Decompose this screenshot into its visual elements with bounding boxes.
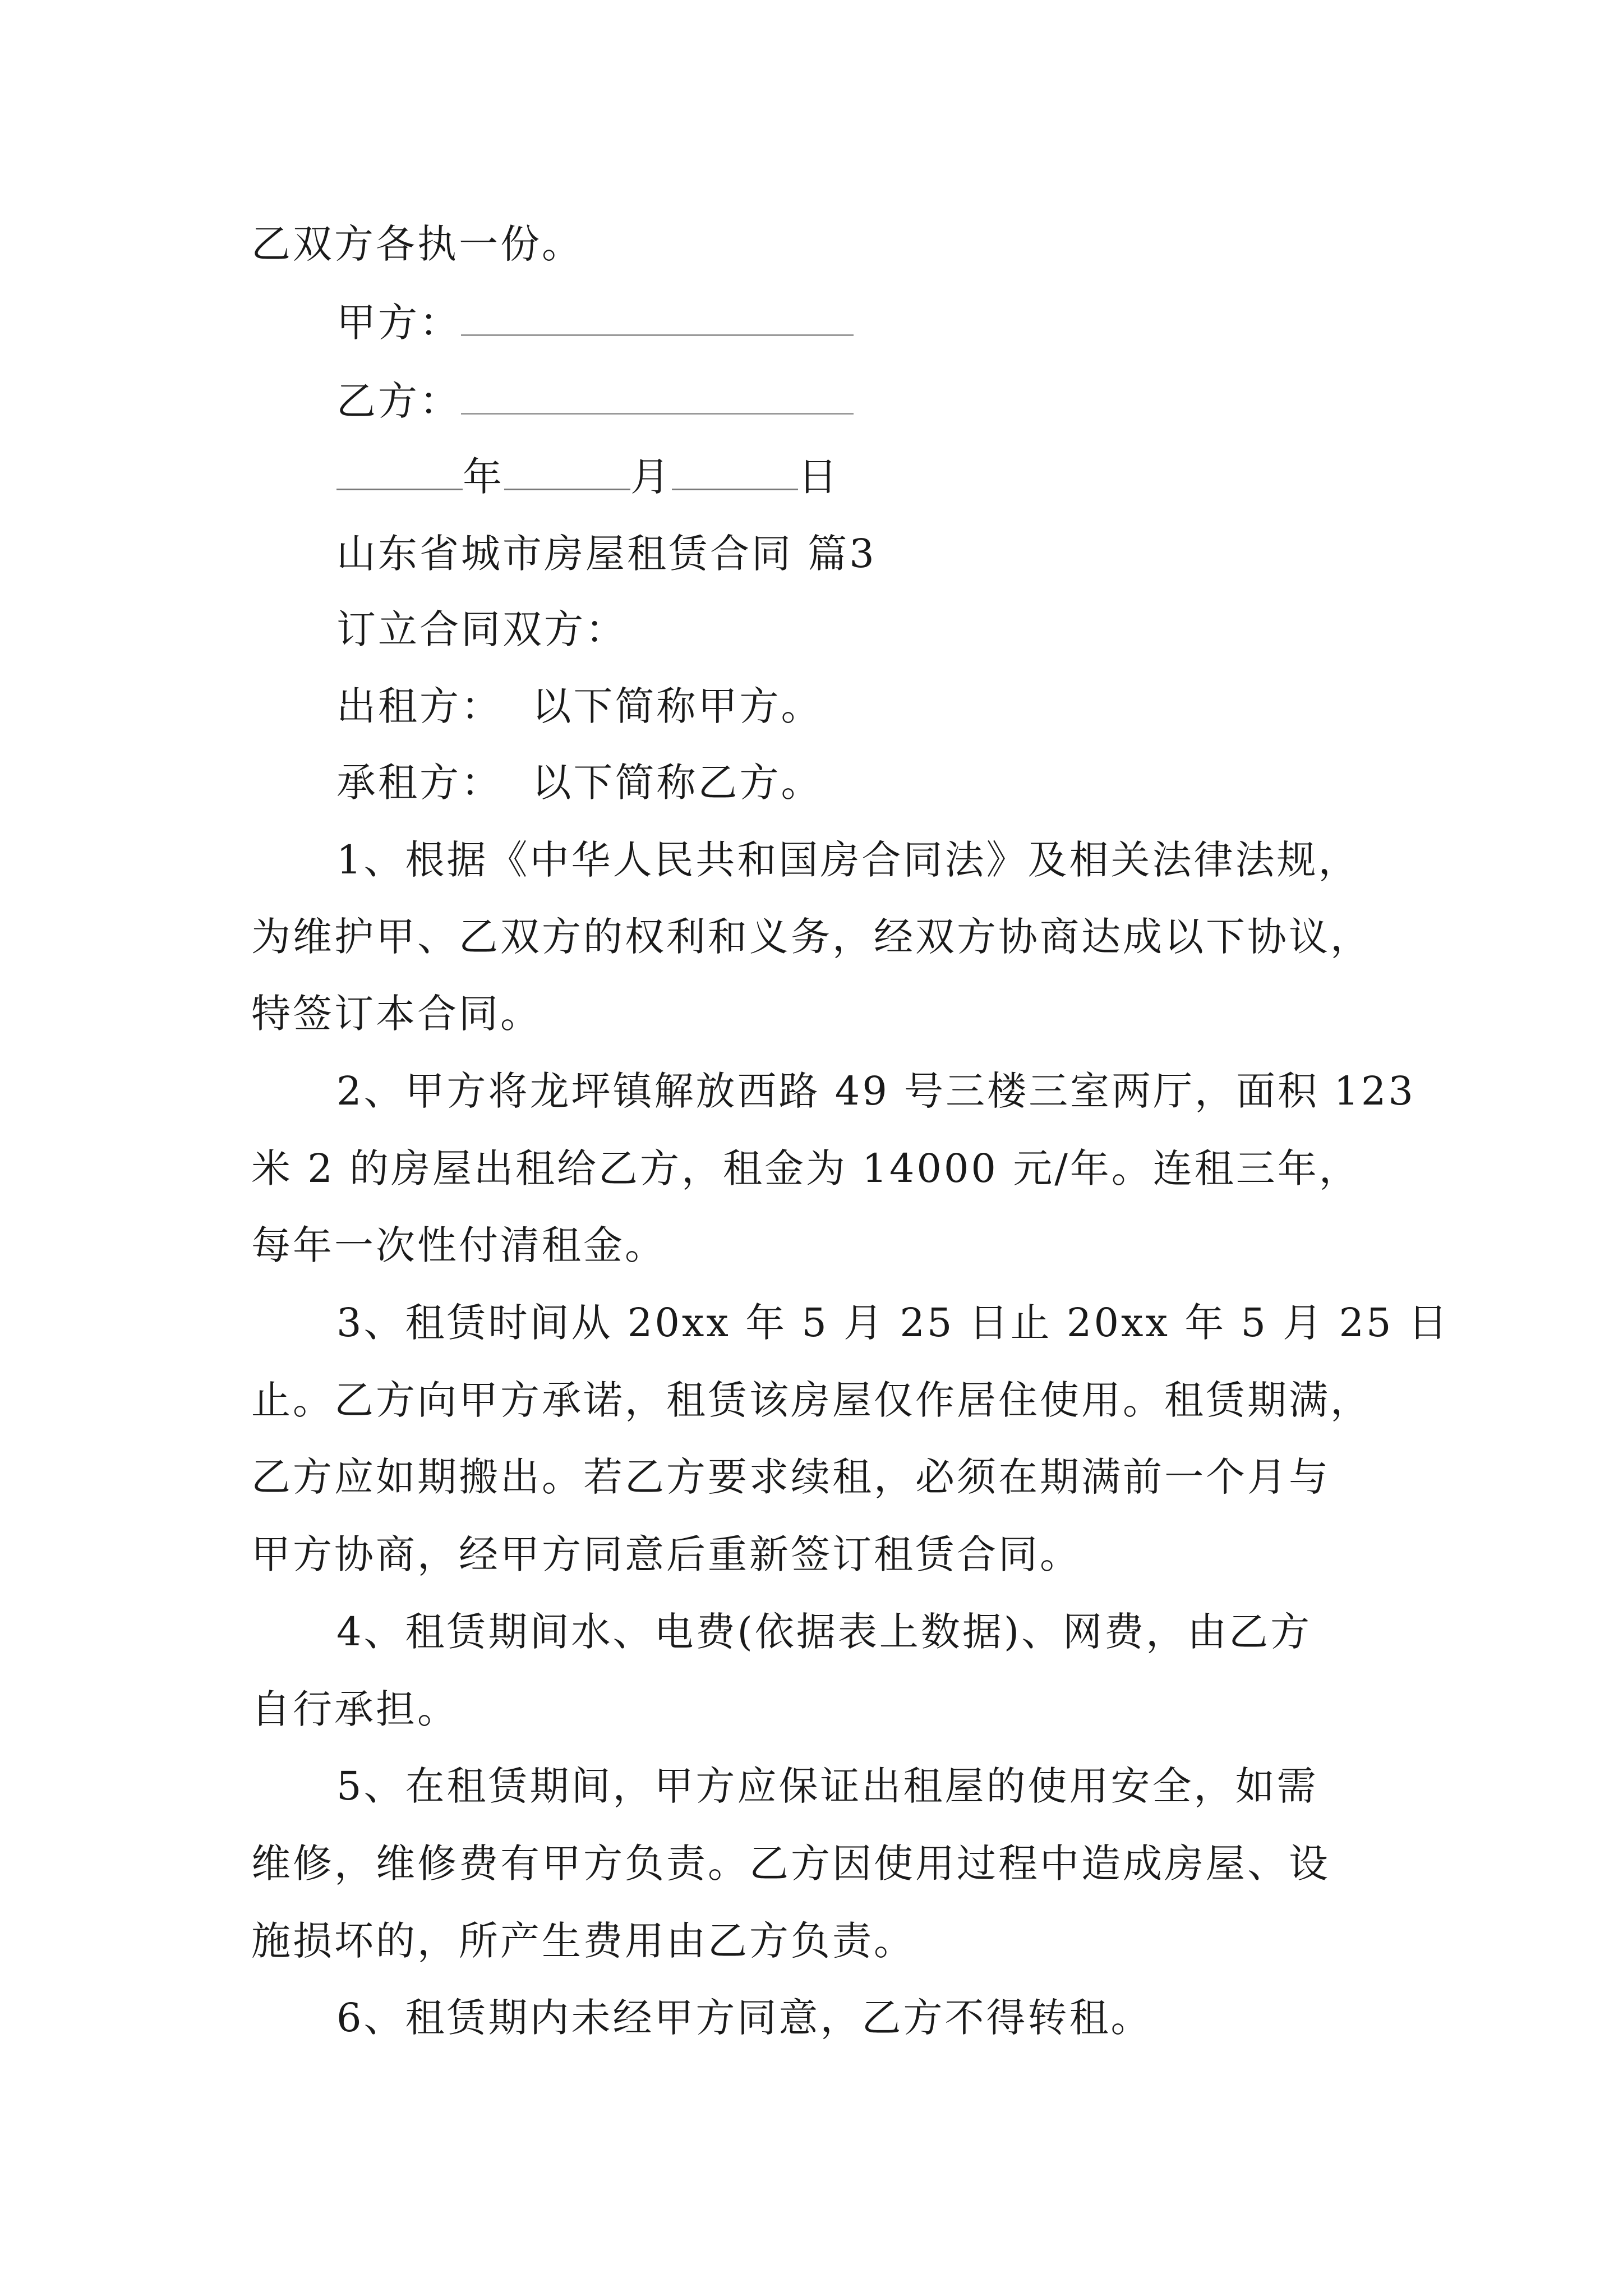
clause-3-line-1: 3、租赁时间从 20xx 年 5 月 25 日止 20xx 年 5 月 25 日: [336, 1300, 1450, 1346]
clause-5-line-3: 施损坏的，所产生费用由乙方负责。: [251, 1918, 915, 1964]
party-a-signature-rule: [461, 301, 854, 336]
month-blank: [504, 454, 630, 490]
date-month-label: 月: [630, 454, 672, 500]
clause-3-line-2: 止。乙方向甲方承诺，租赁该房屋仅作居住使用。租赁期满，: [251, 1377, 1372, 1423]
date-day-label: 日: [798, 454, 840, 500]
signature-date: [336, 449, 840, 505]
lead-line: 乙双方各执一份。: [251, 221, 583, 267]
lessor-line: 出租方： 以下简称甲方。: [336, 683, 823, 729]
parties-heading: 订立合同双方：: [336, 606, 627, 652]
clause-2-line-2: 米 2 的房屋出租给乙方，租金为 14000 元/年。连租三年，: [251, 1145, 1361, 1191]
party-a-signature: [336, 295, 854, 351]
clause-4-line-1: 4、租赁期间水、电费(依据表上数据)、网费，由乙方: [336, 1609, 1312, 1655]
lessee-line: 承租方： 以下简称乙方。: [336, 760, 823, 806]
clause-1-line-1: 1、根据《中华人民共和国房合同法》及相关法律法规，: [336, 837, 1360, 883]
date-year-label: 年: [463, 454, 504, 500]
clause-5-line-2: 维修，维修费有甲方负责。乙方因使用过程中造成房屋、设: [251, 1841, 1330, 1887]
party-b-signature: [336, 373, 854, 429]
clause-3-line-3: 乙方应如期搬出。若乙方要求续租，必须在期满前一个月与: [251, 1454, 1330, 1500]
party-b-signature-rule: [461, 379, 854, 415]
clause-1-line-2: 为维护甲、乙双方的权利和义务，经双方协商达成以下协议，: [251, 914, 1372, 960]
clause-2-line-1: 2、甲方将龙坪镇解放西路 49 号三楼三室两厅，面积 123: [336, 1068, 1415, 1114]
year-blank: [336, 454, 463, 490]
clause-2-line-3: 每年一次性付清租金。: [251, 1222, 666, 1268]
clause-6-line-1: 6、租赁期内未经甲方同意，乙方不得转租。: [336, 1995, 1152, 2041]
clause-5-line-1: 5、在租赁期间，甲方应保证出租屋的使用安全，如需: [336, 1763, 1318, 1809]
day-blank: [672, 454, 798, 490]
clause-4-line-2: 自行承担。: [251, 1686, 459, 1732]
party-b-label: 乙方：: [336, 378, 461, 424]
clause-1-line-3: 特签订本合同。: [251, 991, 542, 1037]
section-title: 山东省城市房屋租赁合同 篇3: [336, 531, 877, 577]
clause-3-line-4: 甲方协商，经甲方同意后重新签订租赁合同。: [251, 1531, 1081, 1577]
party-a-label: 甲方：: [336, 300, 461, 346]
